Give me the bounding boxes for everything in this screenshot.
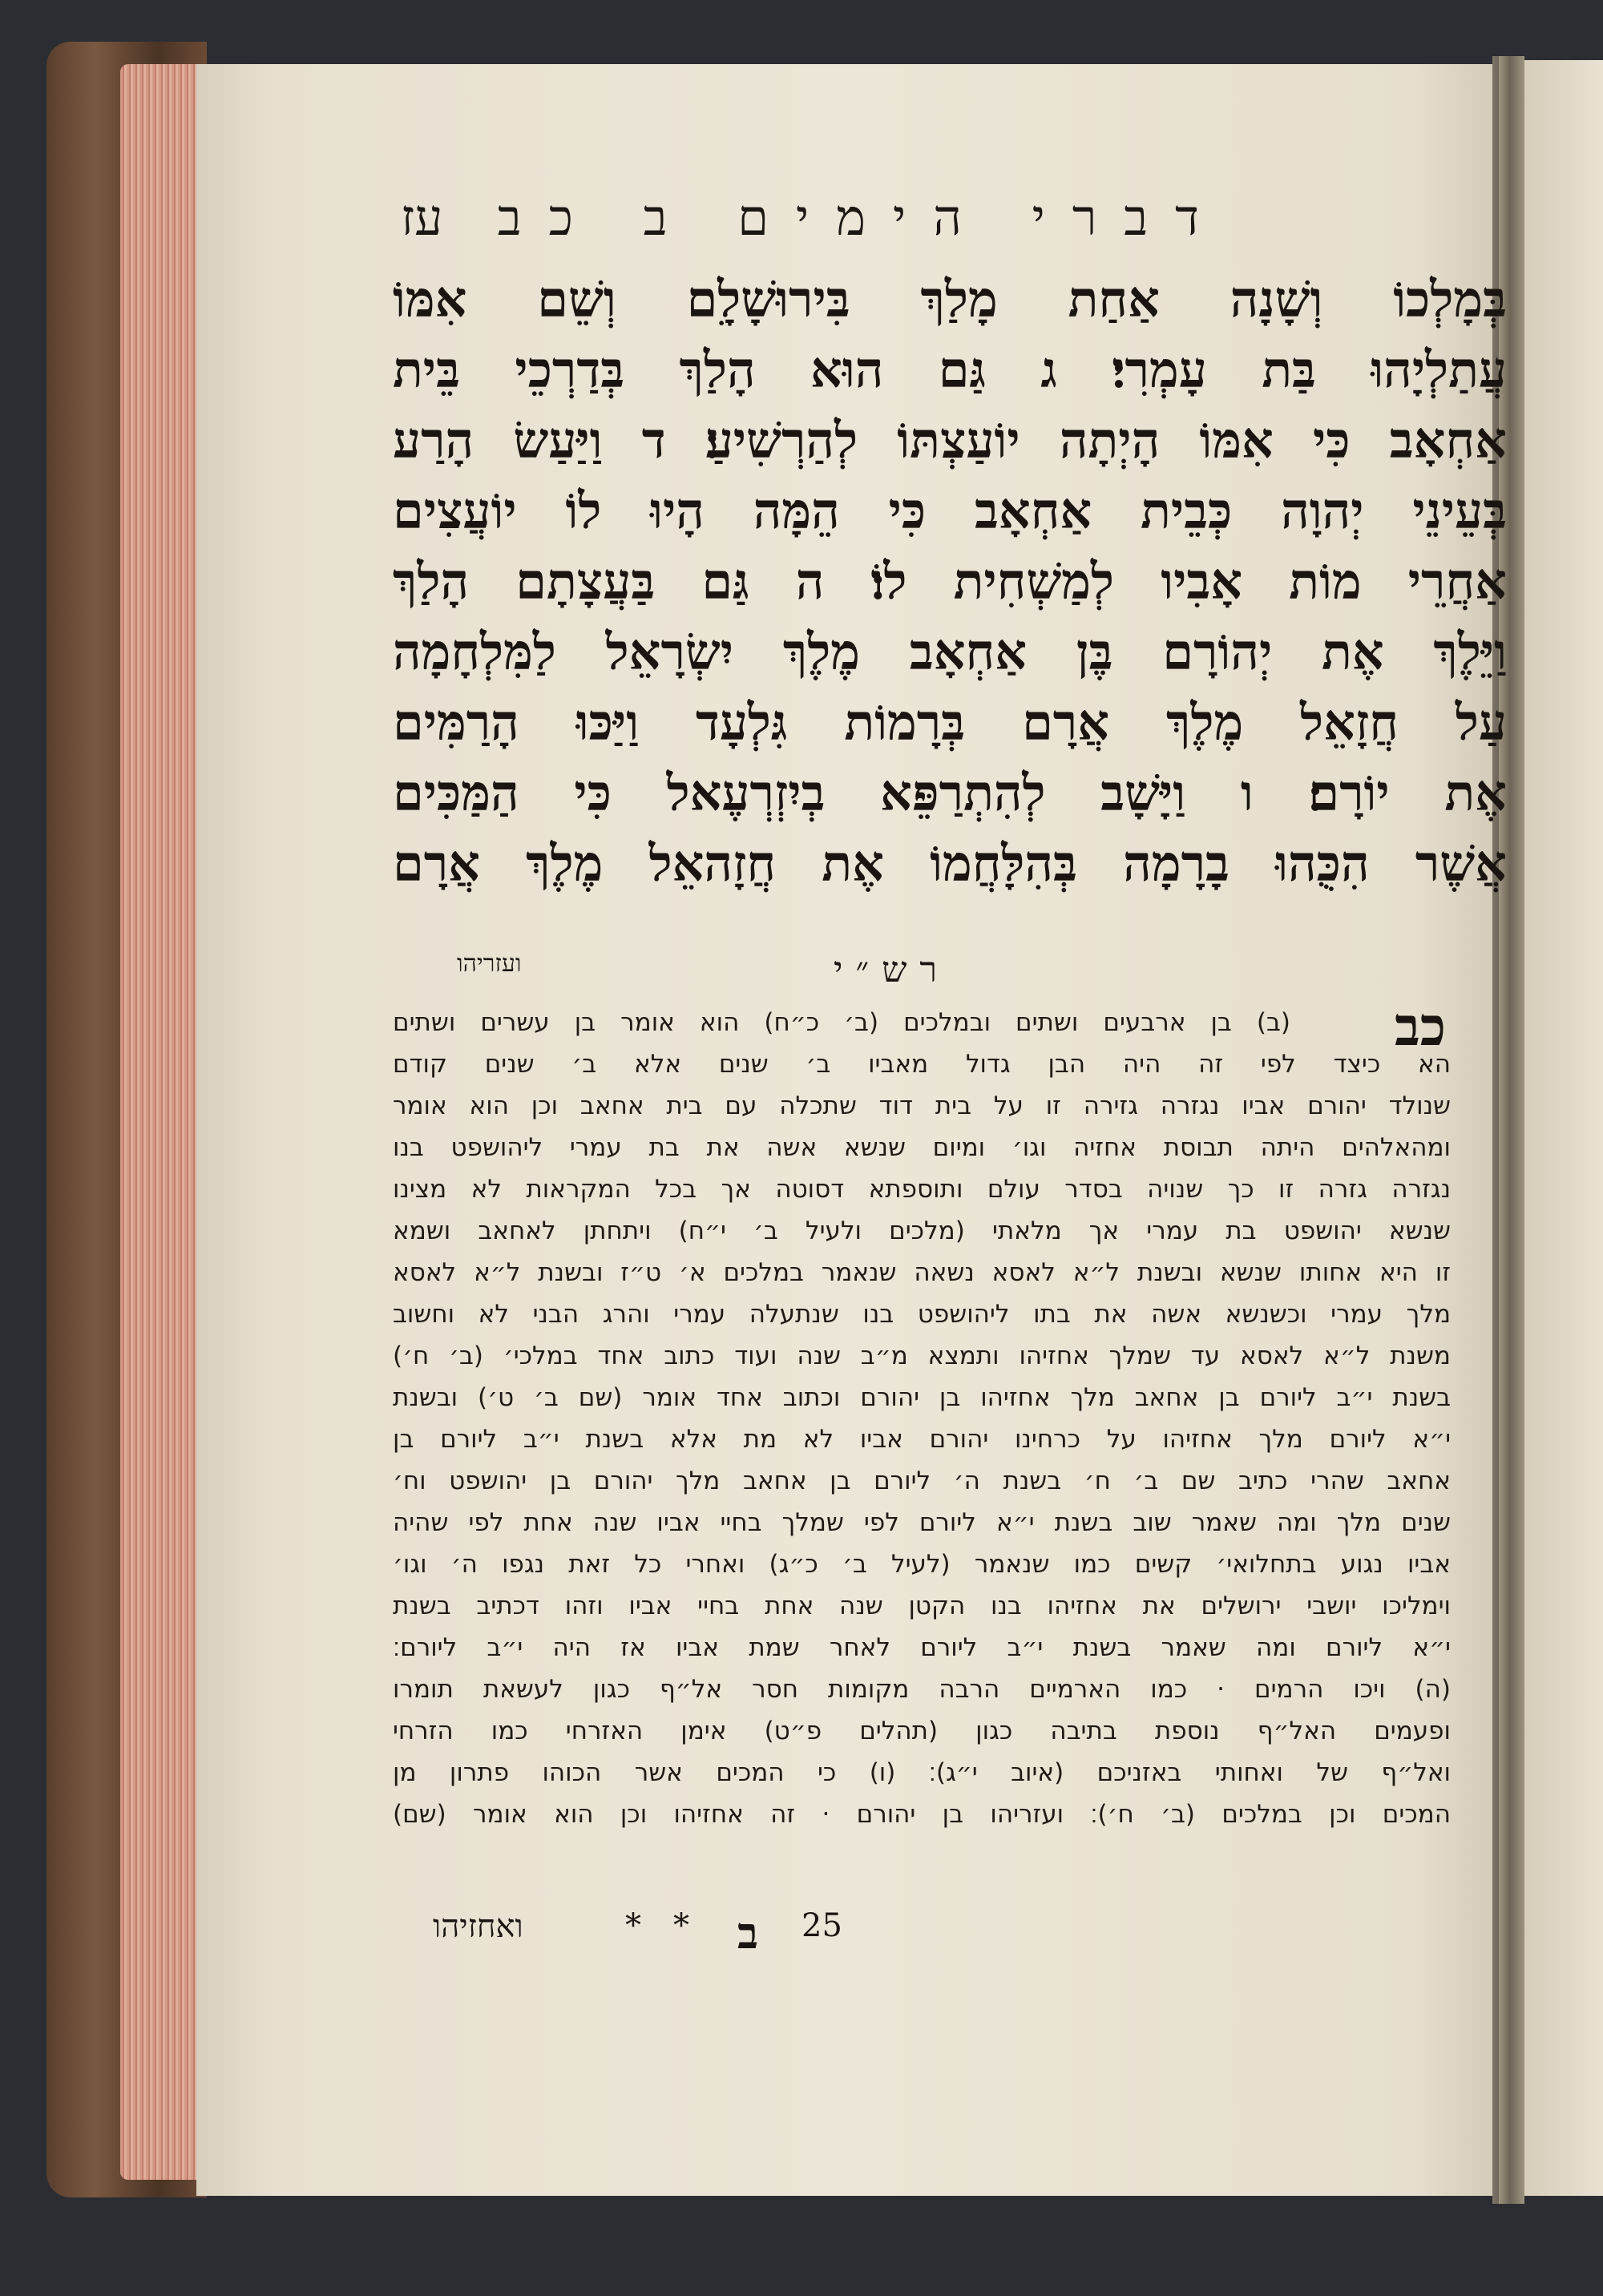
bible-line: עֲתַלְיָהוּ בַּת עָמְרִי׃ ג גַּם הוּא הָלַךְ בְּדַרְכֵי בֵּית [393,341,1507,399]
commentary-line: מלך עמרי וכשנשא אשה את בתו ליהושפט בנו שנתעלה עמרי והרג הבני לא וחשוב [393,1300,1451,1329]
commentary-line: י״א ליורם ומה שאמר בשנת י״ב ליורם לאחר שמת אביו אז היה י״ב ליורם׃ [393,1633,1451,1662]
commentary-line: משנת ל״א לאסא עד שמלך אחזיהו ותמצא מ״ב שנה ועוד כתוב אחד במלכי׳ (ב׳ ח׳) [393,1342,1451,1370]
bible-catchword: ועזריהו [457,950,522,978]
commentary-line: זו היא אחותו שנשא ובשנת ל״א לאסא נשאה שנאמר במלכים א׳ ט״ז ובשנת ל״א לאסא [393,1258,1451,1287]
star-mark: * [673,1907,689,1944]
page-footer [433,1907,994,1963]
commentary-line: המכים וכן במלכים (ב׳ ח׳)׃ ועזריהו בן יהורם · זה אחזיהו וכן הוא אומר (שם) [393,1800,1451,1829]
commentary-line: שנולד יהורם אביו נגזרה גזירה זו על בית דוד שתכלה עם בית אחאב וכן הוא אומר [393,1092,1451,1120]
signature-letter: ב [737,1907,759,1959]
chapter-marker: כב [1395,995,1447,1058]
commentary-line: (ב) בן ארבעים ושתים ובמלכים (ב׳ כ״ח) הוא אומר בן עשרים ושתים [393,1008,1290,1037]
page-edges [120,64,204,2180]
commentary-line: ופעמים האל״ף נוספת בתיבה כגון (תהלים פ״ט) אימן האזרחי כמו הזרחי [393,1717,1451,1745]
commentary-line: שנשא יהושפט בת עמרי אך מלאתי (מלכים ולעיל ב׳ י״ח) ויתחתן לאחאב ושמא [393,1217,1451,1245]
bible-line: אַחְאָב כִּי אִמּוֹ הָיְתָה יוֹעַצְתּוֹ לְהַרְשִׁיעַ׃ ד וַיַּעַשׂ הָרַע [393,411,1507,470]
bible-line: בְּעֵינֵי יְהוָה כְּבֵית אַחְאָב כִּי הֵמָּה הָיוּ לוֹ יוֹעֲצִים [393,482,1507,540]
commentary-line: וימליכו יושבי ירושלים את אחזיהו בנו הקטן שנה אחת בחיי אביו וזהו דכתיב בשנת [393,1592,1451,1620]
bible-line: וַיֵּלֶךְ אֶת יְהוֹרָם בֶּן אַחְאָב מֶלֶךְ יִשְׂרָאֵל לַמִּלְחָמָה [393,623,1507,681]
commentary-line: הא כיצד לפי זה היה הבן גדול מאביו ב׳ שנים אלא ב׳ שנים קודם [393,1050,1451,1079]
commentary-heading: רש״י [834,950,951,991]
commentary-block [393,1002,1451,1835]
bible-line: אֲשֶׁר הִכֻּהוּ בָרָמָה בְּהִלָּחֲמוֹ אֶת חֲזָהאֵל מֶלֶךְ אֲרָם [393,834,1507,893]
commentary-line: אביו נגוע בתחלואי׳ קשים כמו שנאמר (לעיל ב׳ כ״ג) ואחרי כל זאת נגפו ה׳ וגו׳ [393,1550,1451,1579]
bible-text-block [393,264,1507,899]
bible-line: אֶת יוֹרָם׃ ו וַיָּשָׁב לְהִתְרַפֵּא בְיִזְרְעֶאל כִּי הַמַּכִּים [393,764,1507,822]
commentary-line: (ה) ויכו הרמים · כמו הארמיים הרבה מקומות חסר אל״ף כגון לעשאת תומרו [393,1675,1451,1704]
commentary-line: ואל״ף של ואחותי באזניכם (איוב י״ג)׃ (ו) כי המכים אשר הכוהו פתרון מן [393,1758,1451,1787]
star-mark: * [625,1907,641,1944]
page-header [401,188,1226,260]
commentary-line: נגזרה גזרה זו כך שנויה בסדר עולם ותוספתא דסוטה אך בכל המקראות לא מצינו [393,1175,1451,1204]
bible-line: עַל חֲזָאֵל מֶלֶךְ אֲרָם בְּרָמוֹת גִּלְעָד וַיַּכּוּ הָרַמִּים [393,693,1507,752]
running-title: דברי הימים ב כב [497,188,1226,247]
commentary-line: ומהאלהים היתה תבוסת אחזיה וגו׳ ומיום שנשא אשה את בת עמרי ליהושפט בנו [393,1133,1451,1162]
bible-line: אַחֲרֵי מוֹת אָבִיו לְמַשְׁחִית לוֹ׃ ה גַּם בַּעֲצָתָם הָלַךְ [393,552,1507,611]
folio-number: עז [401,188,443,247]
right-page-sliver [1523,60,1603,2196]
bible-line: בְּמָלְכוֹ וְשָׁנָה אַחַת מָלַךְ בִּירוּשָׁלִָם וְשֵׁם אִמּוֹ [393,270,1507,329]
commentary-line: שנים מלך ומה שאמר שוב בשנת י״א ליורם לפי שמלך בחיי אביו שנה אחת לפי שהיה [393,1508,1451,1537]
catchword: ואחזיהו [433,1908,523,1945]
commentary-line: בשנת י״ב ליורם בן אחאב מלך אחזיהו בן יהורם וכתוב אחד אומר (שם ב׳ ט׳) ובשנת [393,1383,1451,1412]
commentary-line: אחאב שהרי כתיב שם ב׳ ח׳ בשנת ה׳ ליורם בן אחאב מלך יהורם בן יהושפט וח׳ [393,1467,1451,1495]
signature-number: 25 [802,1907,842,1944]
commentary-line: י״א ליורם מלך אחזיהו על כרחינו יהורם אביו לא מת אלא בשנת י״ב ליורם בן [393,1425,1451,1454]
